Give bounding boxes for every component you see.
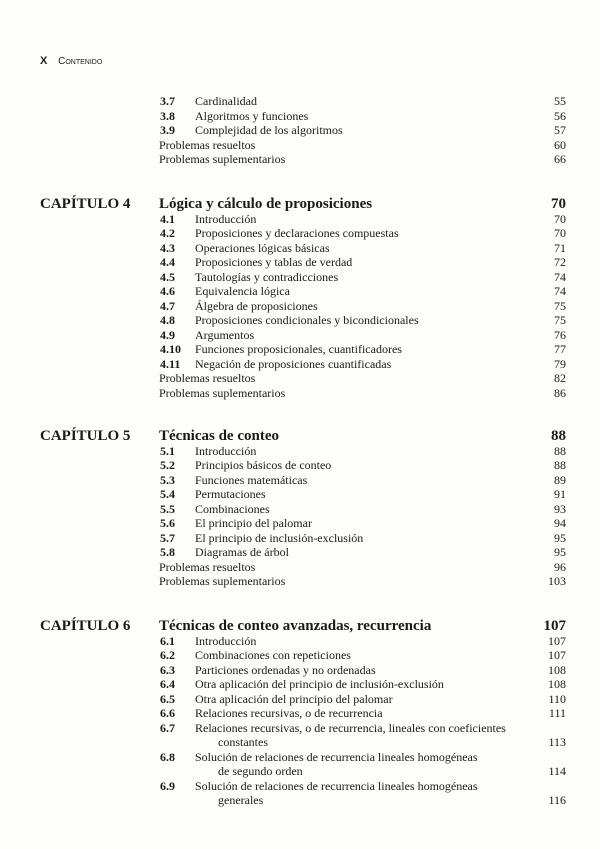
section-title <box>159 386 499 401</box>
section-number: 6.1 <box>160 633 175 648</box>
section-title <box>195 357 535 372</box>
section-number: 6.5 <box>160 691 175 706</box>
section-title-text: El principio del palomar <box>195 516 312 530</box>
section-title-text: Principios básicos de conteo <box>195 458 332 472</box>
toc-block <box>0 619 600 808</box>
section-number: 4.4 <box>160 255 175 269</box>
toc-entry <box>0 634 600 649</box>
section-title-text: Cardinalidad <box>195 94 257 108</box>
section-title <box>195 531 535 546</box>
section-page: 88 <box>554 443 566 458</box>
section-page: 71 <box>554 240 566 255</box>
section-number: 4.3 <box>160 240 175 255</box>
section-page: 108 <box>548 677 566 691</box>
running-header <box>40 55 102 67</box>
section-page: 95 <box>554 545 566 559</box>
section-page: 116 <box>548 793 566 807</box>
section-number: 4.10 <box>160 342 181 356</box>
section-title-text: Proposiciones y declaraciones compuestas <box>195 226 399 240</box>
section-number: 5.3 <box>160 472 175 487</box>
section-title-text: Negación de proposiciones cuantificadas <box>195 356 392 371</box>
section-title <box>195 487 535 502</box>
section-number: 4.1 <box>160 211 175 226</box>
toc-entry <box>0 357 600 372</box>
section-page: 103 <box>548 574 566 588</box>
section-page: 55 <box>554 94 566 108</box>
section-number: 6.9 <box>160 778 175 793</box>
toc-entry <box>0 109 600 124</box>
section-number: 3.7 <box>160 94 175 108</box>
toc-entry <box>0 516 600 531</box>
section-title-text: Problemas resueltos <box>159 371 256 385</box>
toc-entry <box>0 721 600 750</box>
section-title <box>159 371 499 386</box>
chapter-heading <box>0 429 600 444</box>
section-page: 72 <box>554 255 566 269</box>
section-title-text: Equivalencia lógica <box>195 284 290 298</box>
section-page: 93 <box>554 501 566 516</box>
section-page: 89 <box>554 472 566 487</box>
section-page: 70 <box>554 226 566 240</box>
chapter-label: CAPÍTULO 6 <box>40 618 131 634</box>
toc-entry <box>0 444 600 459</box>
section-title <box>195 677 535 692</box>
section-title <box>159 138 499 153</box>
toc-entry <box>0 458 600 473</box>
toc-entry <box>0 574 600 589</box>
section-number: 4.2 <box>160 226 175 240</box>
chapter-page: 70 <box>551 196 566 212</box>
section-title-text: Proposiciones y tablas de verdad <box>195 255 353 269</box>
section-title <box>195 299 535 314</box>
section-number: 4.9 <box>160 327 175 342</box>
section-title-continuation: constantes <box>218 735 268 749</box>
section-title-text: Otra aplicación del principio del palomar <box>195 691 393 706</box>
section-title-text: Combinaciones con repeticiones <box>195 648 351 662</box>
toc-entry <box>0 299 600 314</box>
section-number: 6.4 <box>160 677 175 691</box>
toc-entry <box>0 255 600 270</box>
section-title-text: Complejidad de los algoritmos <box>195 123 343 137</box>
section-title <box>195 706 535 721</box>
section-title <box>195 663 535 678</box>
section-number: 6.6 <box>160 706 175 720</box>
section-title-continuation: generales <box>218 793 264 807</box>
section-title-text: Álgebra de proposiciones <box>195 298 318 313</box>
section-page: 70 <box>554 211 566 226</box>
section-title <box>195 241 535 256</box>
section-title-text: Introducción <box>195 211 257 226</box>
section-page: 110 <box>548 691 566 706</box>
toc-entry <box>0 779 600 808</box>
section-page: 95 <box>554 530 566 545</box>
section-title-text: Introducción <box>195 633 257 648</box>
toc-entry <box>0 502 600 517</box>
section-number: 4.8 <box>160 313 175 327</box>
section-title <box>159 574 499 589</box>
toc-entry <box>0 123 600 138</box>
section-title-text: Argumentos <box>195 327 255 342</box>
toc-entry <box>0 313 600 328</box>
section-title-text: Solución de relaciones de recurrencia lineales homogéneas <box>195 778 478 793</box>
section-title <box>195 502 535 517</box>
section-number: 4.6 <box>160 284 175 298</box>
chapter-page: 88 <box>551 428 566 444</box>
section-number: 5.7 <box>160 530 175 545</box>
section-title-text: Problemas suplementarios <box>159 385 286 400</box>
section-title <box>195 721 535 750</box>
section-title <box>159 152 499 167</box>
section-title <box>195 634 535 649</box>
section-page: 77 <box>554 342 566 356</box>
toc-entry <box>0 560 600 575</box>
section-page: 96 <box>554 559 566 574</box>
chapter-title: Lógica y cálculo de proposiciones <box>159 196 373 212</box>
section-title-text: Problemas suplementarios <box>159 574 286 588</box>
section-title <box>195 342 535 357</box>
section-page: 57 <box>554 123 566 137</box>
chapter-page: 107 <box>543 618 566 634</box>
section-title <box>195 313 535 328</box>
section-page: 114 <box>548 764 566 778</box>
toc-block <box>0 94 600 167</box>
section-title-text: Algoritmos y funciones <box>195 108 309 123</box>
section-number: 3.8 <box>160 108 175 123</box>
toc-entry <box>0 226 600 241</box>
section-page: 94 <box>554 516 566 530</box>
section-number: 6.7 <box>160 720 175 735</box>
page-number: X <box>40 55 48 67</box>
section-title <box>195 109 535 124</box>
running-title: Contenido <box>58 56 103 67</box>
section-number: 5.2 <box>160 458 175 472</box>
section-page: 107 <box>548 648 566 662</box>
toc-entry <box>0 487 600 502</box>
chapter-label: CAPÍTULO 4 <box>40 196 131 212</box>
section-title <box>195 444 535 459</box>
section-title <box>195 270 535 285</box>
section-number: 5.6 <box>160 516 175 530</box>
toc-entry <box>0 138 600 153</box>
section-title-text: Permutaciones <box>195 487 266 501</box>
section-page: 108 <box>548 662 566 677</box>
section-number: 4.7 <box>160 298 175 313</box>
section-title <box>195 692 535 707</box>
section-title-text: Particiones ordenadas y no ordenadas <box>195 662 376 677</box>
section-title <box>159 560 499 575</box>
section-title-text: Diagramas de árbol <box>195 545 289 559</box>
section-title <box>195 458 535 473</box>
section-number: 6.2 <box>160 648 175 662</box>
section-title-text: Tautologías y contradicciones <box>195 269 339 284</box>
section-number: 5.4 <box>160 487 175 501</box>
section-title-text: Introducción <box>195 443 257 458</box>
section-title-text: Combinaciones <box>195 501 270 516</box>
toc-entry <box>0 342 600 357</box>
section-number: 4.5 <box>160 269 175 284</box>
section-page: 74 <box>554 269 566 284</box>
toc-entry <box>0 677 600 692</box>
section-title <box>195 516 535 531</box>
section-title-text: Funciones matemáticas <box>195 472 308 487</box>
section-page: 91 <box>554 487 566 501</box>
section-number: 5.8 <box>160 545 175 559</box>
toc-entry <box>0 663 600 678</box>
toc-block <box>0 429 600 589</box>
toc-entry <box>0 284 600 299</box>
chapter-heading <box>0 197 600 212</box>
section-title <box>195 750 535 779</box>
toc-entry <box>0 750 600 779</box>
chapter-label: CAPÍTULO 5 <box>40 428 131 444</box>
section-page: 82 <box>554 371 566 385</box>
section-title <box>195 255 535 270</box>
section-title-text: Operaciones lógicas básicas <box>195 240 330 255</box>
section-title <box>195 648 535 663</box>
section-page: 79 <box>554 356 566 371</box>
section-page: 111 <box>548 706 566 720</box>
toc-entry <box>0 531 600 546</box>
section-title-text: Relaciones recursivas, o de recurrencia <box>195 706 383 720</box>
section-title <box>195 545 535 560</box>
section-page: 76 <box>554 327 566 342</box>
section-page: 60 <box>554 137 566 152</box>
toc-entry <box>0 386 600 401</box>
section-title-text: Problemas resueltos <box>159 137 256 152</box>
section-page: 66 <box>554 152 566 166</box>
section-title <box>195 779 535 808</box>
section-number: 6.3 <box>160 662 175 677</box>
toc-entry <box>0 270 600 285</box>
toc-entry <box>0 545 600 560</box>
toc-entry <box>0 328 600 343</box>
section-title <box>195 328 535 343</box>
section-title <box>195 226 535 241</box>
toc-entry <box>0 706 600 721</box>
toc-entry <box>0 692 600 707</box>
toc-entry <box>0 94 600 109</box>
section-number: 6.8 <box>160 749 175 764</box>
section-page: 88 <box>554 458 566 472</box>
section-title <box>195 123 535 138</box>
section-number: 5.5 <box>160 501 175 516</box>
section-title-text: Funciones proposicionales, cuantificadores <box>195 342 402 356</box>
toc-entry <box>0 371 600 386</box>
section-number: 4.11 <box>160 356 181 371</box>
section-number: 5.1 <box>160 443 175 458</box>
toc-entry <box>0 473 600 488</box>
section-page: 86 <box>554 385 566 400</box>
section-title-text: Proposiciones condicionales y bicondicionales <box>195 313 419 327</box>
section-number: 3.9 <box>160 123 175 137</box>
section-page: 107 <box>548 633 566 648</box>
section-title-text: Relaciones recursivas, o de recurrencia, lineales con coeficientes <box>195 720 506 735</box>
section-title-text: Otra aplicación del principio de inclusión-exclusión <box>195 677 444 691</box>
section-page: 113 <box>548 735 566 749</box>
section-page: 56 <box>554 108 566 123</box>
toc-entry <box>0 241 600 256</box>
section-title-text: Solución de relaciones de recurrencia lineales homogéneas <box>195 749 478 764</box>
section-title-text: Problemas resueltos <box>159 559 256 574</box>
section-page: 75 <box>554 298 566 313</box>
section-title <box>195 473 535 488</box>
section-title <box>195 212 535 227</box>
section-title-text: El principio de inclusión-exclusión <box>195 530 364 545</box>
toc-entry <box>0 648 600 663</box>
section-title-continuation: de segundo orden <box>218 764 303 778</box>
chapter-heading <box>0 619 600 634</box>
toc-block <box>0 197 600 400</box>
chapter-title: Técnicas de conteo avanzadas, recurrencia <box>159 618 432 634</box>
section-page: 74 <box>554 284 566 298</box>
section-title-text: Problemas suplementarios <box>159 152 286 166</box>
toc-entry <box>0 212 600 227</box>
toc-entry <box>0 152 600 167</box>
chapter-title: Técnicas de conteo <box>159 428 279 444</box>
section-title <box>195 94 535 109</box>
section-page: 75 <box>554 313 566 327</box>
section-title <box>195 284 535 299</box>
